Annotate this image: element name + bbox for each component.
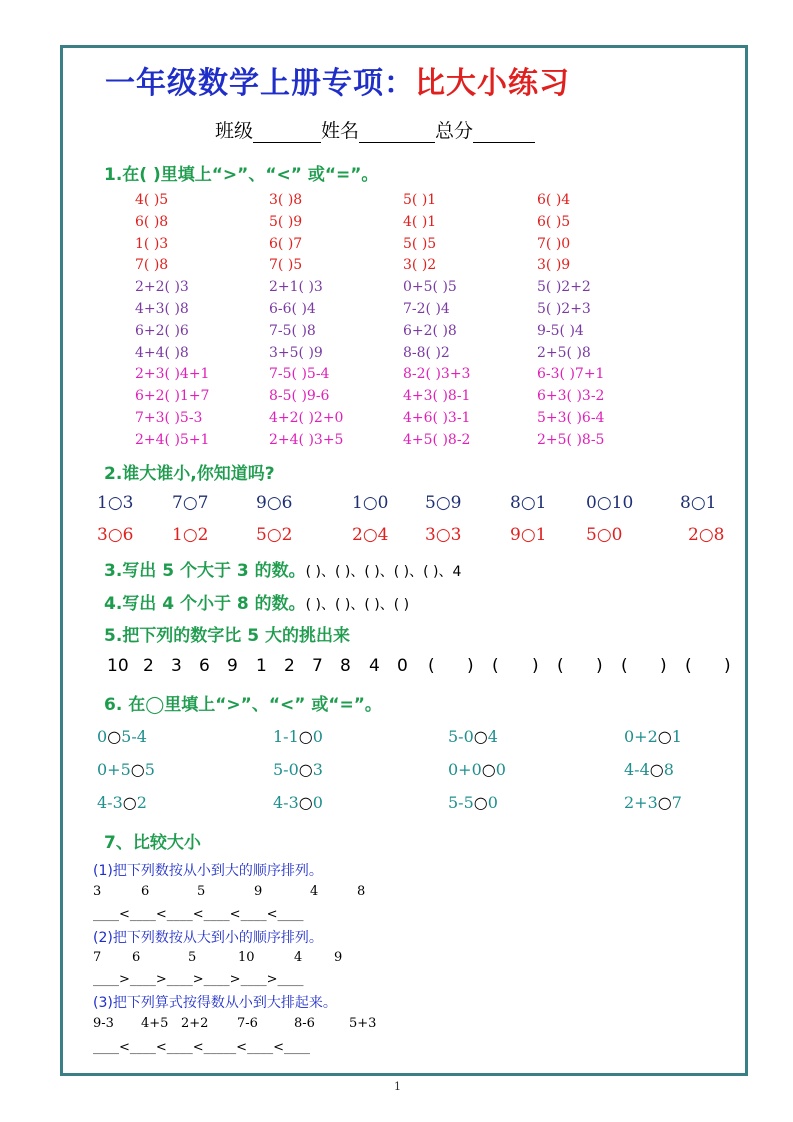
sort-item: 8 <box>357 884 366 899</box>
comparison-item[interactable]: 6+2( )6 <box>135 322 189 339</box>
sort-item: 5 <box>188 950 197 965</box>
comparison-item[interactable]: 2+4( )3+5 <box>269 431 344 448</box>
sort-item: 7 <box>93 950 102 965</box>
comparison-item[interactable]: 4( )5 <box>135 192 169 208</box>
answer-circle-icon[interactable]: ○ <box>473 727 488 746</box>
section-1-heading: 1.在( )里填上“>”、“<” 或“=”。 <box>104 165 379 185</box>
sort-item: 9 <box>254 884 263 899</box>
part-3-label: (3)把下列算式按得数从小到大排起来。 <box>93 995 337 1011</box>
circle-compare-item[interactable] <box>273 793 323 812</box>
comparison-item[interactable]: 5( )1 <box>403 192 437 208</box>
left-expression: 1-1 <box>273 727 299 746</box>
section-6-heading: 6. 在◯里填上“>”、“<” 或“=”。 <box>104 695 382 715</box>
compare-pair[interactable]: 0○10 <box>586 493 634 513</box>
left-expression: 4-4 <box>624 760 650 779</box>
sort-item: 10 <box>238 950 255 965</box>
answer-circle-icon[interactable]: ○ <box>298 727 313 746</box>
class-label: 班级 <box>215 120 254 142</box>
section-7-heading: 7、比较大小 <box>104 833 201 853</box>
score-blank[interactable] <box>473 124 535 143</box>
sort-item: 6 <box>132 950 141 965</box>
comparison-item[interactable]: 3( )8 <box>269 192 303 208</box>
part-2-label: (2)把下列数按从大到小的顺序排列。 <box>93 930 323 946</box>
number-item: 2 <box>284 656 295 676</box>
section-3-title: 3.写出 5 个大于 3 的数。 <box>104 561 306 581</box>
comparison-item[interactable]: 4+6( )3-1 <box>403 410 471 426</box>
compare-pair[interactable]: 5○2 <box>256 525 293 545</box>
comparison-item[interactable]: 2+3( )4+1 <box>135 366 210 383</box>
comparison-item[interactable]: 6+3( )3-2 <box>537 388 605 405</box>
comparison-item[interactable]: 9-5( )4 <box>537 322 584 339</box>
section-4-answers[interactable]: ( )、( )、( )、( ) <box>305 597 410 613</box>
number-item: 2 <box>143 656 154 676</box>
page-number: 1 <box>394 1080 401 1093</box>
answer-bracket[interactable]: ) <box>467 656 474 676</box>
page-title <box>105 58 570 102</box>
comparison-item[interactable]: 7-5( )5-4 <box>269 366 330 383</box>
number-item: 3 <box>171 656 182 676</box>
sort-item: 9 <box>334 950 343 965</box>
answer-bracket[interactable]: ( <box>428 656 435 676</box>
comparison-item[interactable]: 5( )2+3 <box>537 301 591 317</box>
answer-bracket[interactable]: ( <box>685 656 692 676</box>
left-expression: 0 <box>97 727 108 746</box>
number-item: 9 <box>227 656 238 676</box>
compare-pair[interactable]: 1○3 <box>97 493 134 513</box>
comparison-item[interactable]: 4+5( )8-2 <box>403 431 471 448</box>
comparison-item[interactable]: 2+2( )3 <box>135 279 189 296</box>
part-1-answer-line[interactable]: ____<____<____<____<____<____ <box>93 907 304 922</box>
circle-compare-item[interactable] <box>97 760 155 779</box>
right-expression: 1 <box>671 727 682 746</box>
compare-pair[interactable]: 8○1 <box>680 493 717 513</box>
answer-circle-icon[interactable]: ○ <box>298 760 313 779</box>
answer-bracket[interactable]: ) <box>532 656 539 676</box>
title-part-2: 比大小练习 <box>415 66 570 101</box>
compare-pair[interactable]: 2○8 <box>688 525 725 545</box>
left-expression: 0+0 <box>448 760 482 779</box>
answer-circle-icon[interactable]: ○ <box>481 760 496 779</box>
answer-circle-icon[interactable]: ○ <box>298 793 313 812</box>
circle-compare-item[interactable] <box>624 793 682 812</box>
comparison-item[interactable]: 6-6( )4 <box>269 301 316 317</box>
comparison-item[interactable]: 5( )9 <box>269 213 303 230</box>
number-item: 10 <box>107 656 129 676</box>
part-2-answer-line[interactable]: ____>____>____>____>____>____ <box>93 972 304 987</box>
class-blank[interactable] <box>253 124 321 143</box>
sort-item: 4 <box>294 950 303 965</box>
part-3-answer-line[interactable]: ____<____<____<_____<____<____ <box>93 1040 310 1055</box>
right-expression: 0 <box>312 793 323 812</box>
comparison-item[interactable]: 3+5( )9 <box>269 344 323 361</box>
circle-compare-item[interactable] <box>97 793 147 812</box>
comparison-item[interactable]: 8-2( )3+3 <box>403 366 471 383</box>
comparison-item[interactable]: 3( )9 <box>537 257 571 274</box>
right-expression: 5 <box>144 760 155 779</box>
sort-item: 5+3 <box>349 1016 377 1031</box>
name-blank[interactable] <box>359 124 435 143</box>
comparison-item[interactable]: 6+2( )8 <box>403 322 457 339</box>
number-item: 4 <box>369 656 380 676</box>
title-part-1: 一年级数学上册专项： <box>105 66 415 101</box>
compare-pair[interactable]: 9○6 <box>256 493 293 513</box>
comparison-item[interactable]: 5( )2+2 <box>537 279 591 296</box>
compare-pair[interactable]: 5○9 <box>425 493 462 513</box>
left-expression: 0+2 <box>624 727 658 746</box>
circle-compare-item[interactable] <box>624 727 682 746</box>
answer-circle-icon[interactable]: ○ <box>657 793 672 812</box>
answer-bracket[interactable]: ) <box>596 656 603 676</box>
sort-item: 4 <box>310 884 319 899</box>
circle-compare-item[interactable] <box>448 793 498 812</box>
sort-item: 3 <box>93 884 102 899</box>
sort-item: 8-6 <box>294 1016 315 1031</box>
circle-compare-item[interactable] <box>624 760 674 779</box>
compare-pair[interactable]: 9○1 <box>510 525 547 545</box>
compare-pair[interactable]: 7○7 <box>172 493 209 513</box>
comparison-item[interactable]: 3( )2 <box>403 257 437 274</box>
answer-circle-icon[interactable]: ○ <box>122 793 137 812</box>
left-expression: 5-5 <box>448 793 474 812</box>
comparison-item[interactable]: 6+2( )1+7 <box>135 388 210 405</box>
comparison-item[interactable]: 4( )1 <box>403 213 437 230</box>
comparison-item[interactable]: 6( )8 <box>135 213 169 230</box>
number-item: 1 <box>256 656 267 676</box>
section-4-title: 4.写出 4 个小于 8 的数。 <box>104 594 306 614</box>
number-item: 6 <box>199 656 210 676</box>
compare-pair[interactable]: 1○0 <box>352 493 389 513</box>
comparison-item[interactable]: 0+5( )5 <box>403 279 457 296</box>
comparison-item[interactable]: 7( )5 <box>269 257 303 274</box>
right-expression: 5-4 <box>121 727 147 746</box>
student-info-line <box>215 116 535 143</box>
comparison-item[interactable]: 7( )0 <box>537 235 571 252</box>
answer-bracket[interactable]: ( <box>557 656 564 676</box>
answer-bracket[interactable]: ) <box>660 656 667 676</box>
left-expression: 4-3 <box>97 793 123 812</box>
circle-compare-item[interactable] <box>97 727 147 746</box>
left-expression: 4-3 <box>273 793 299 812</box>
section-4-heading <box>104 589 409 614</box>
comparison-item[interactable]: 7+3( )5-3 <box>135 410 203 426</box>
comparison-item[interactable]: 8-8( )2 <box>403 344 450 361</box>
comparison-item[interactable]: 4+2( )2+0 <box>269 410 344 426</box>
comparison-item[interactable]: 1( )3 <box>135 235 169 252</box>
comparison-item[interactable]: 4+4( )8 <box>135 344 189 361</box>
section-3-heading <box>104 556 461 581</box>
sort-item: 5 <box>197 884 206 899</box>
comparison-item[interactable]: 7-2( )4 <box>403 301 450 317</box>
right-expression: 4 <box>487 727 498 746</box>
name-label: 姓名 <box>321 120 360 142</box>
compare-pair[interactable]: 1○2 <box>172 525 209 545</box>
compare-pair[interactable]: 2○4 <box>352 525 389 545</box>
left-expression: 5-0 <box>448 727 474 746</box>
comparison-item[interactable]: 2+1( )3 <box>269 279 323 296</box>
comparison-item[interactable]: 4+3( )8 <box>135 301 189 317</box>
number-item: 7 <box>312 656 323 676</box>
sort-item: 4+5 <box>141 1016 169 1031</box>
circle-compare-item[interactable] <box>273 760 323 779</box>
part-1-label: (1)把下列数按从小到大的顺序排列。 <box>93 863 323 879</box>
comparison-item[interactable]: 7( )8 <box>135 257 169 274</box>
section-2-heading: 2.谁大谁小,你知道吗? <box>104 464 275 484</box>
comparison-item[interactable]: 5( )5 <box>403 235 437 252</box>
sort-item: 9-3 <box>93 1016 114 1031</box>
section-3-answers[interactable]: ( )、( )、( )、( )、( )、4 <box>305 564 462 580</box>
answer-bracket[interactable]: ( <box>621 656 628 676</box>
answer-bracket[interactable]: ( <box>492 656 499 676</box>
comparison-item[interactable]: 6-3( )7+1 <box>537 366 605 383</box>
sort-item: 6 <box>141 884 150 899</box>
comparison-item[interactable]: 6( )5 <box>537 213 571 230</box>
comparison-item[interactable]: 2+4( )5+1 <box>135 431 210 448</box>
sort-item: 2+2 <box>181 1016 209 1031</box>
comparison-item[interactable]: 6( )7 <box>269 235 303 252</box>
answer-circle-icon[interactable]: ○ <box>107 727 122 746</box>
left-expression: 5-0 <box>273 760 299 779</box>
compare-pair[interactable]: 3○3 <box>425 525 462 545</box>
right-expression: 7 <box>671 793 682 812</box>
answer-bracket[interactable]: ) <box>724 656 731 676</box>
left-expression: 0+5 <box>97 760 131 779</box>
right-expression: 0 <box>487 793 498 812</box>
circle-compare-item[interactable] <box>448 760 506 779</box>
circle-compare-item[interactable] <box>273 727 323 746</box>
number-item: 0 <box>397 656 408 676</box>
comparison-item[interactable]: 2+5( )8-5 <box>537 431 605 448</box>
answer-circle-icon[interactable]: ○ <box>473 793 488 812</box>
right-expression: 3 <box>312 760 323 779</box>
circle-compare-item[interactable] <box>448 727 498 746</box>
answer-circle-icon[interactable]: ○ <box>649 760 664 779</box>
right-expression: 2 <box>136 793 147 812</box>
score-label: 总分 <box>435 120 474 142</box>
compare-pair[interactable]: 8○1 <box>510 493 547 513</box>
number-item: 8 <box>340 656 351 676</box>
answer-circle-icon[interactable]: ○ <box>130 760 145 779</box>
comparison-item[interactable]: 2+5( )8 <box>537 344 591 361</box>
right-expression: 0 <box>312 727 323 746</box>
comparison-item[interactable]: 7-5( )8 <box>269 322 316 339</box>
right-expression: 8 <box>663 760 674 779</box>
comparison-item[interactable]: 8-5( )9-6 <box>269 388 330 405</box>
answer-circle-icon[interactable]: ○ <box>657 727 672 746</box>
left-expression: 2+3 <box>624 793 658 812</box>
comparison-item[interactable]: 4+3( )8-1 <box>403 388 471 405</box>
comparison-item[interactable]: 5+3( )6-4 <box>537 410 605 426</box>
sort-item: 7-6 <box>237 1016 258 1031</box>
section-5-heading: 5.把下列的数字比 5 大的挑出来 <box>104 626 350 646</box>
comparison-item[interactable]: 6( )4 <box>537 192 571 208</box>
compare-pair[interactable]: 5○0 <box>586 525 623 545</box>
compare-pair[interactable]: 3○6 <box>97 525 134 545</box>
right-expression: 0 <box>495 760 506 779</box>
